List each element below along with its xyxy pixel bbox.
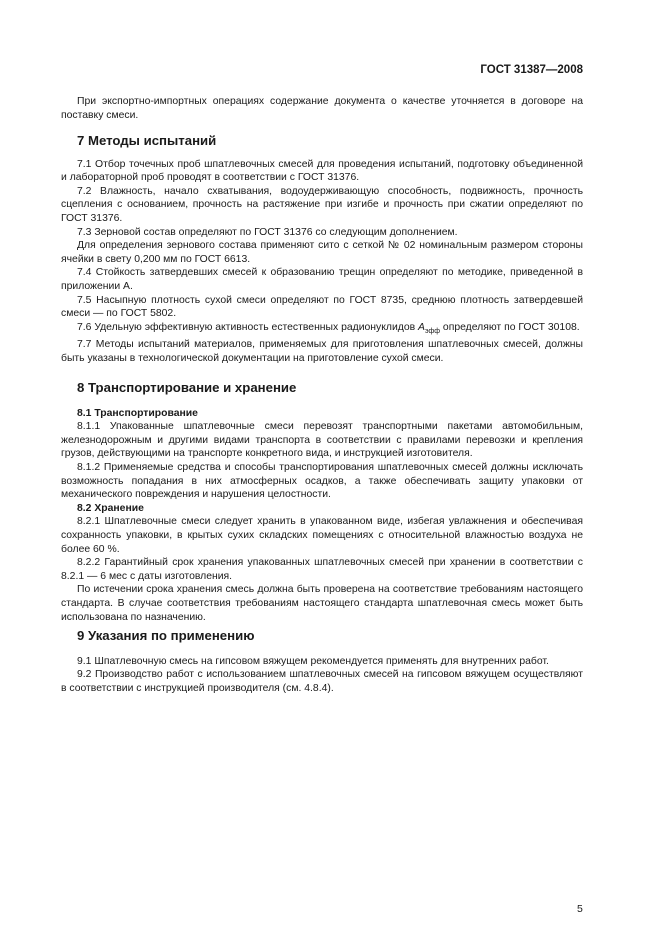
- paragraph-8-1-2: 8.1.2 Применяемые средства и способы транспортирования шпатлевочных смесей должны исключать возможность попадания в них атмосферных осадков, а также обеспечивать защиту упаковки от механического повреждения и нарушения целостности.: [61, 461, 583, 501]
- paragraph-7-5: 7.5 Насыпную плотность сухой смеси определяют по ГОСТ 8735, среднюю плотность затвердевшей смеси — по ГОСТ 5802.: [61, 294, 583, 320]
- paragraph-7-2: 7.2 Влажность, начало схватывания, водоудерживающую способность, подвижность, прочность сцепления с основанием, прочность на растяжение при изгибе и прочность при сжатии определяют по ГОСТ 31376.: [61, 185, 583, 224]
- paragraph-7-6: [61, 321, 583, 339]
- paragraph-8-2-3: По истечении срока хранения смесь должна быть проверена на соответствие требованиям настоящего стандарта. В случае соответствия требованиям настоящего стандарта шпатлевочная смесь может быть использована по назначению.: [61, 584, 583, 623]
- paragraph-9-2: 9.2 Производство работ с использованием шпатлевочных смесей на гипсовом вяжущем осуществляют в соответствии с инструкцией производителя (см. 4.8.4).: [61, 669, 583, 694]
- paragraph-8-2-1: 8.2.1 Шпатлевочные смеси следует хранить в упакованном виде, избегая увлажнения и обеспечивая сохранность упаковки, в крытых сухих складских помещениях с относительной влажностью воздуха не более 60 %.: [61, 516, 583, 555]
- p76-text: 7.6 Удельную эффективную активность естественных радионуклидов: [77, 321, 419, 333]
- paragraph-7-7: 7.7 Методы испытаний материалов, применяемых для приготовления шпатлевочных смесей, должны быть указаны в технологической документации на приготовление сухой смеси.: [61, 339, 583, 364]
- section-8-title: 8 Транспортирование и хранение: [77, 380, 297, 395]
- paragraph-7-1: 7.1 Отбор точечных проб шпатлевочных смесей для проведения испытаний, подготовку объединенной и лабораторной проб проводят в соответствии с ГОСТ 31376.: [61, 158, 583, 184]
- page-number: 5: [577, 903, 583, 915]
- section-7-title: 7 Методы испытаний: [77, 133, 217, 148]
- paragraph-7-4: 7.4 Стойкость затвердевших смесей к образованию трещин определяют по методике, приведенной в приложении А.: [61, 267, 583, 292]
- section-9: [61, 629, 583, 695]
- subsection-8-1-title: 8.1 Транспортирование: [77, 407, 198, 419]
- intro-block: [61, 95, 583, 122]
- paragraph-9-1: 9.1 Шпатлевочную смесь на гипсовом вяжущем рекомендуется применять для внутренних работ.: [77, 655, 549, 667]
- section-7: [61, 134, 583, 366]
- a-symbol: A: [418, 321, 425, 333]
- eff-subscript: эфф: [424, 327, 441, 335]
- a-eff-symbol: [418, 322, 440, 333]
- section-8: [61, 381, 583, 624]
- paragraph-7-3: 7.3 Зерновой состав определяют по ГОСТ 31376 со следующим дополнением.: [77, 226, 458, 238]
- paragraph-7-3-addition: Для определения зернового состава применяют сито с сеткой № 02 номинальным размером стороны ячейки в свету 0,200 мм по ГОСТ 6613.: [61, 240, 583, 265]
- intro-paragraph: При экспортно-импортных операциях содержание документа о качестве уточняется в договоре на поставку смеси.: [61, 96, 583, 121]
- subsection-8-2-title: 8.2 Хранение: [77, 502, 144, 514]
- document-header-id: ГОСТ 31387—2008: [480, 64, 583, 76]
- section-9-title: 9 Указания по применению: [77, 628, 255, 643]
- paragraph-8-2-2: 8.2.2 Гарантийный срок хранения упакованных шпатлевочных смесей при хранении в соответствии с 8.2.1 — 6 мес с даты изготовления.: [61, 557, 583, 582]
- p76-text-end: определяют по ГОСТ 30108.: [440, 321, 580, 333]
- paragraph-8-1-1: 8.1.1 Упакованные шпатлевочные смеси перевозят транспортными пакетами автомобильным, железнодорожным и другими видами транспорта в соответствии с правилами перевозки и крепления грузов, действующими на транспорте конкретного вида, и инструкцией изготовителя.: [61, 421, 583, 460]
